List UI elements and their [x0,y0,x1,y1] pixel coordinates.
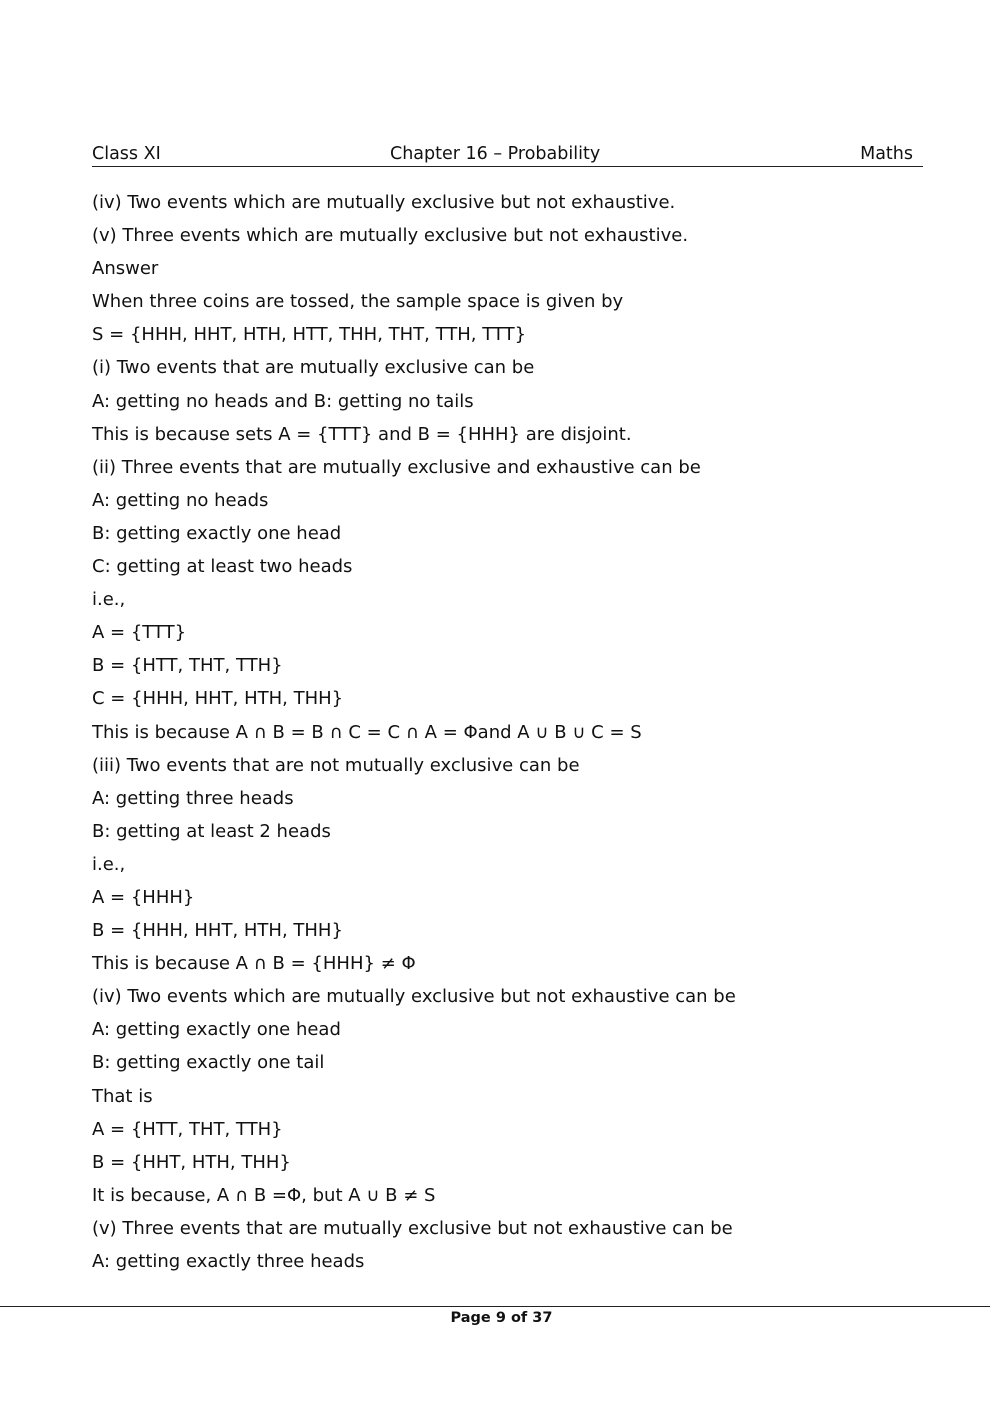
body-line: A: getting no heads and B: getting no tails [92,390,474,412]
footer-divider [0,1306,990,1307]
body-line: A = {TTT} [92,622,187,644]
body-line: S = {HHH, HHT, HTH, HTT, THH, THT, TTH, TTT} [92,324,527,346]
header-subject-label: Maths [860,144,913,164]
body-line: Answer [92,258,159,280]
page-number: Page 9 of 37 [450,1310,553,1326]
body-line: B = {HTT, THT, TTH} [92,655,283,677]
document-body [92,186,932,1278]
body-line: A: getting exactly three heads [92,1251,365,1272]
body-line: When three coins are tossed, the sample space is given by [92,291,624,313]
body-line: A: getting exactly one head [92,1019,341,1041]
body-line: B = {HHT, HTH, THH} [92,1151,291,1173]
body-line: This is because A ∩ B = B ∩ C = C ∩ A = Φand A ∪ B ∪ C = S [92,721,642,743]
body-line: i.e., [92,853,126,875]
body-line: (ii) Three events that are mutually exclusive and exhaustive can be [92,456,701,478]
body-line: (iv) Two events which are mutually exclusive but not exhaustive can be [92,986,736,1008]
body-line: It is because, A ∩ B =Φ, but A ∪ B ≠ S [92,1184,436,1206]
header-chapter-title: Chapter 16 – Probability [390,144,601,164]
body-line: A: getting three heads [92,787,294,809]
body-line: That is [92,1085,153,1107]
body-line: A: getting no heads [92,489,269,511]
body-line: (i) Two events that are mutually exclusive can be [92,357,535,379]
body-line: This is because A ∩ B = {HHH} ≠ Φ [92,953,416,975]
body-line: B: getting at least 2 heads [92,820,331,842]
body-line: C = {HHH, HHT, HTH, THH} [92,688,344,710]
body-line: A = {HTT, THT, TTH} [92,1118,283,1140]
body-line: i.e., [92,589,126,611]
body-line: (v) Three events that are mutually exclusive but not exhaustive can be [92,1217,733,1239]
body-line: (iv) Two events which are mutually exclusive but not exhaustive. [92,192,676,213]
page-header [92,144,923,167]
body-line: A = {HHH} [92,886,195,908]
body-line: B: getting exactly one tail [92,1052,325,1074]
body-line: B: getting exactly one head [92,522,342,544]
body-line: (v) Three events which are mutually exclusive but not exhaustive. [92,225,689,247]
body-line: (iii) Two events that are not mutually exclusive can be [92,754,580,776]
body-line: C: getting at least two heads [92,556,353,578]
header-class-label: Class XI [92,144,161,164]
body-line: This is because sets A = {TTT} and B = {HHH} are disjoint. [92,423,632,445]
body-line: B = {HHH, HHT, HTH, THH} [92,920,343,942]
